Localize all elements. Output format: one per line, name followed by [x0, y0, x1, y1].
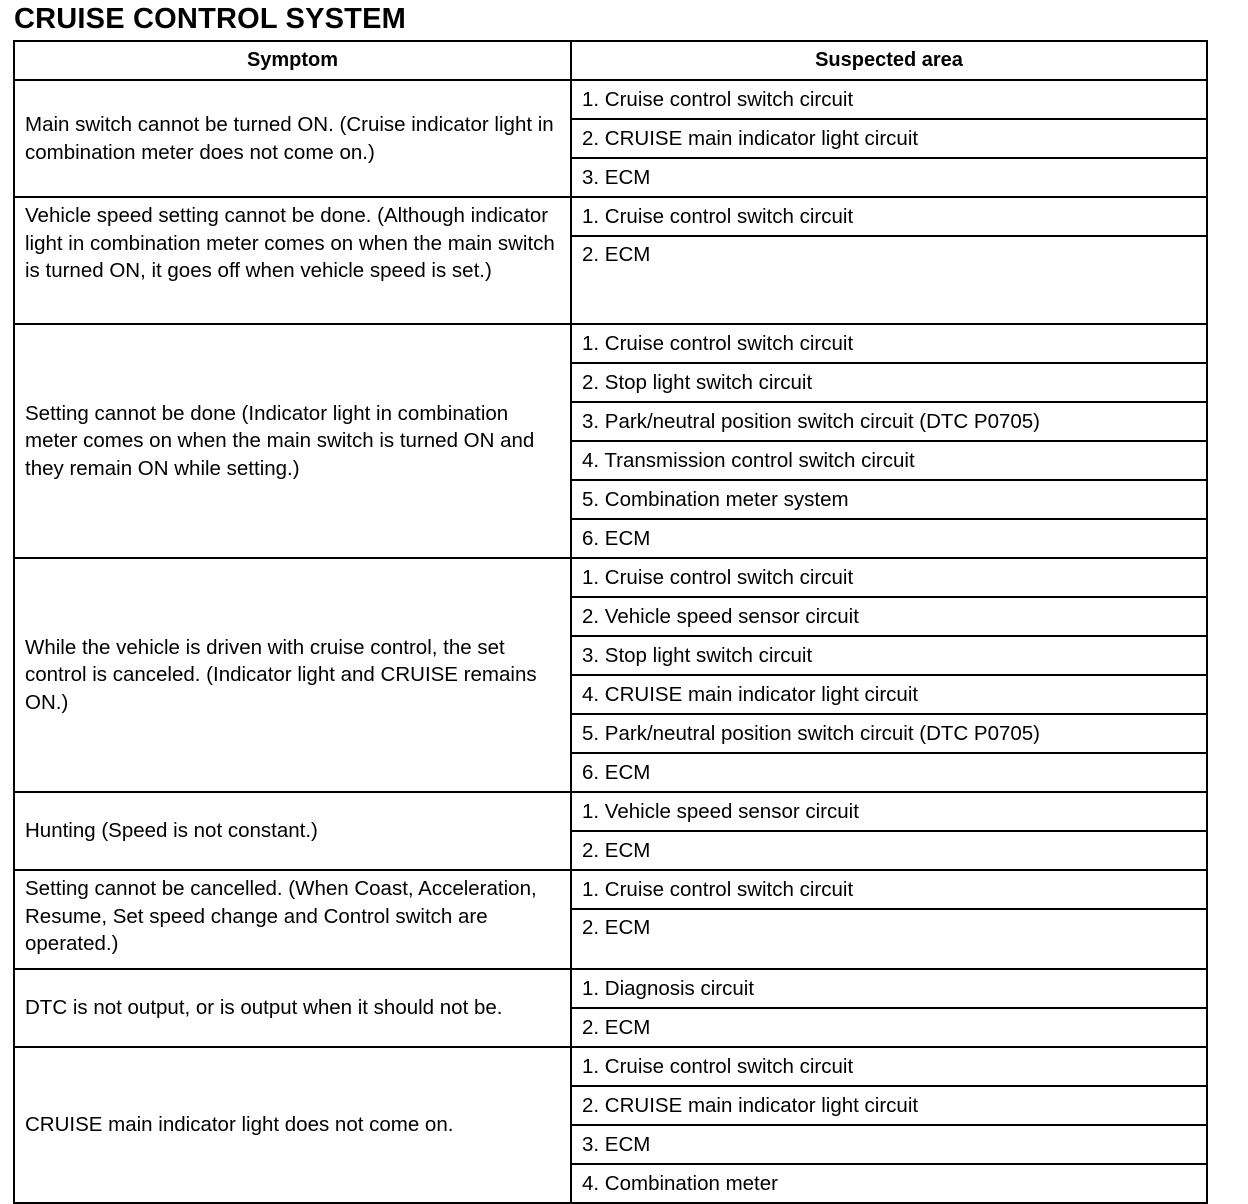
suspected-area-cell: 1. Cruise control switch circuit — [571, 197, 1207, 236]
suspected-area-cell: 3. Stop light switch circuit — [571, 636, 1207, 675]
symptom-cell: Setting cannot be done (Indicator light in combination meter comes on when the main switch is turned ON and they remain ON while setting.) — [14, 324, 571, 558]
symptom-cell: DTC is not output, or is output when it should not be. — [14, 969, 571, 1047]
suspected-area-cell: 2. CRUISE main indicator light circuit — [571, 119, 1207, 158]
suspected-area-cell: 2. ECM — [571, 1008, 1207, 1047]
suspected-area-cell: 2. Stop light switch circuit — [571, 363, 1207, 402]
suspected-area-cell: 3. ECM — [571, 158, 1207, 197]
symptom-cell: While the vehicle is driven with cruise control, the set control is canceled. (Indicator light and CRUISE remains ON.) — [14, 558, 571, 792]
suspected-area-cell: 6. ECM — [571, 519, 1207, 558]
table-row — [14, 792, 1207, 831]
suspected-area-cell: 1. Cruise control switch circuit — [571, 324, 1207, 363]
table-row — [14, 80, 1207, 119]
suspected-area-cell: 2. ECM — [571, 236, 1207, 324]
suspected-area-cell: 3. Park/neutral position switch circuit (DTC P0705) — [571, 402, 1207, 441]
symptom-cell: CRUISE main indicator light does not come on. — [14, 1047, 571, 1203]
suspected-area-cell: 4. Combination meter — [571, 1164, 1207, 1203]
table-row — [14, 197, 1207, 236]
suspected-area-cell: 1. Cruise control switch circuit — [571, 80, 1207, 119]
table-row — [14, 324, 1207, 363]
column-header-suspected-area: Suspected area — [571, 41, 1207, 80]
suspected-area-cell: 2. ECM — [571, 831, 1207, 870]
table-row — [14, 558, 1207, 597]
suspected-area-cell: 3. ECM — [571, 1125, 1207, 1164]
symptom-cell: Main switch cannot be turned ON. (Cruise indicator light in combination meter does not come on.) — [14, 80, 571, 197]
suspected-area-cell: 1. Vehicle speed sensor circuit — [571, 792, 1207, 831]
suspected-area-cell: 6. ECM — [571, 753, 1207, 792]
suspected-area-cell: 1. Diagnosis circuit — [571, 969, 1207, 1008]
suspected-area-cell: 1. Cruise control switch circuit — [571, 870, 1207, 909]
suspected-area-cell: 1. Cruise control switch circuit — [571, 1047, 1207, 1086]
table-row — [14, 1047, 1207, 1086]
table-row — [14, 969, 1207, 1008]
suspected-area-cell: 2. ECM — [571, 909, 1207, 969]
symptom-table — [13, 40, 1208, 1204]
suspected-area-cell: 4. CRUISE main indicator light circuit — [571, 675, 1207, 714]
header-row — [14, 41, 1207, 80]
suspected-area-cell: 1. Cruise control switch circuit — [571, 558, 1207, 597]
suspected-area-cell: 2. CRUISE main indicator light circuit — [571, 1086, 1207, 1125]
table-row — [14, 870, 1207, 909]
suspected-area-cell: 2. Vehicle speed sensor circuit — [571, 597, 1207, 636]
page-title: CRUISE CONTROL SYSTEM — [14, 3, 406, 35]
symptom-cell: Vehicle speed setting cannot be done. (Although indicator light in combination meter comes on when the main switch is turned ON, it goes off when vehicle speed is set.) — [14, 197, 571, 324]
symptom-cell: Setting cannot be cancelled. (When Coast, Acceleration, Resume, Set speed change and Control switch are operated.) — [14, 870, 571, 969]
suspected-area-cell: 4. Transmission control switch circuit — [571, 441, 1207, 480]
symptom-cell: Hunting (Speed is not constant.) — [14, 792, 571, 870]
suspected-area-cell: 5. Park/neutral position switch circuit (DTC P0705) — [571, 714, 1207, 753]
column-header-symptom: Symptom — [14, 41, 571, 80]
suspected-area-cell: 5. Combination meter system — [571, 480, 1207, 519]
